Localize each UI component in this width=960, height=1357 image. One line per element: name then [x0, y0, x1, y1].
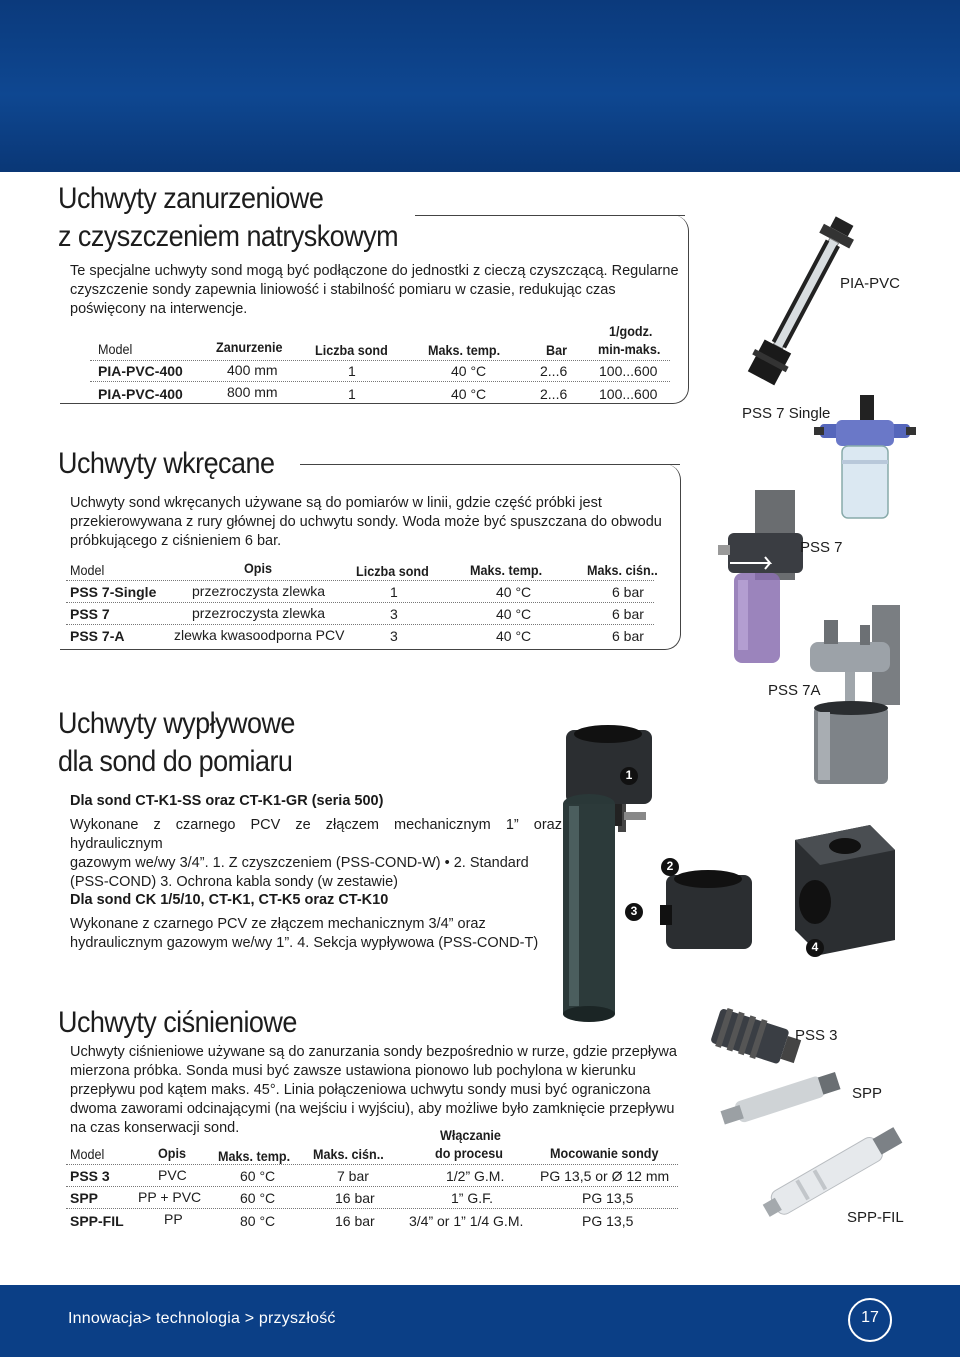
section3-description1: Wykonane z czarnego PCV ze złączem mechanicznym 1” oraz hydraulicznym gazowym we/wy 3/4”. 1. Z czyszczeniem (PSS-COND-W) • 2. Standard (PSS-COND) 3. Ochrona kabla sondy (w zestawie): [70, 817, 562, 890]
section1-title-line2: z czyszczeniem natryskowym: [58, 220, 399, 253]
marker-1: 1: [620, 767, 638, 785]
section2-description: Uchwyty sond wkręcanych używane są do pomiarów w linii, gdzie część próbki jest przekierowywana z rury głównej do uchwytu sondy. Woda może być spuszczana do obwodu próbkującego z ciśnieniem 6 bar.: [70, 495, 662, 549]
label-pia-pvc: PIA-PVC: [840, 275, 901, 292]
probe-tube-image: [555, 790, 625, 1025]
page-number-badge: [848, 1298, 892, 1342]
s4-header-wlaczanie: Włączanie: [440, 1127, 501, 1143]
section3-title-line1: Uchwyty wypływowe: [58, 707, 295, 740]
s2-header-liczba: Liczba sond: [356, 563, 429, 579]
s1-row-divider: [90, 381, 670, 382]
section1-title-line1: Uchwyty zanurzeniowe: [58, 182, 324, 215]
s4-header-mocowanie: Mocowanie sondy: [550, 1145, 659, 1161]
footer-tagline: Innowacja> technologia > przyszłość: [68, 1310, 336, 1327]
s2-header-opis: Opis: [244, 560, 273, 576]
s4-header-opis: Opis: [158, 1145, 187, 1161]
section1-description: Te specjalne uchwyty sond mogą być podłączone do jednostki z cieczą czyszczącą. Regularne czyszczenie sondy zapewnia liniowość i stabilność pomiaru w czasie, redukując czas poświęcony na interwencje.: [70, 263, 679, 317]
marker-2: 2: [661, 858, 679, 876]
s4-header-divider: [66, 1164, 678, 1165]
label-spp-fil: SPP-FIL: [847, 1209, 904, 1226]
section3-subtitle1: Dla sond CT-K1-SS oraz CT-K1-GR (seria 500): [70, 793, 384, 809]
pia-pvc-image: [705, 205, 900, 405]
section3-subtitle2: Dla sond CK 1/5/10, CT-K1, CT-K5 oraz CT-K10: [70, 892, 389, 908]
s2-header-model: Model: [70, 562, 105, 578]
s2-header-divider: [66, 580, 654, 581]
section3-description2: Wykonane z czarnego PCV ze złączem mechanicznym 3/4” oraz hydraulicznym gazowym we/wy 1”. 4. Sekcja wypływowa (PSS-COND-T): [70, 916, 539, 951]
s2-row-divider: [66, 602, 654, 603]
s4-header-model: Model: [70, 1146, 105, 1162]
s1-header-godz: 1/godz.: [609, 323, 653, 339]
label-pss7a: PSS 7A: [768, 682, 821, 699]
label-pss3: PSS 3: [795, 1027, 838, 1044]
s4-row-divider: [66, 1186, 678, 1187]
section2-frame: [60, 464, 681, 650]
marker-3: 3: [625, 903, 643, 921]
s1-header-zanurzenie: Zanurzenie: [216, 339, 283, 355]
marker-4: 4: [806, 939, 824, 957]
page-number: 17: [861, 1309, 879, 1326]
s1-header-godz2: min-maks.: [598, 341, 661, 357]
section3-title-line2: dla sond do pomiaru: [58, 745, 293, 778]
s1-header-liczba: Liczba sond: [315, 342, 388, 358]
flow-section-4-image: [775, 820, 900, 960]
label-pss7-single: PSS 7 Single: [742, 405, 831, 422]
s1-header-model: Model: [98, 341, 133, 357]
s1-header-bar: Bar: [546, 342, 568, 358]
s4-header-wlaczanie2: do procesu: [435, 1145, 503, 1161]
section4-title: Uchwyty ciśnieniowe: [58, 1006, 297, 1039]
s2-header-cisn: Maks. ciśn..: [587, 562, 658, 578]
section2-title: Uchwyty wkręcane: [58, 447, 275, 480]
section4-description: Uchwyty ciśnieniowe używane są do zanurzania sondy bezpośrednio w rurze, gdzie przepływa mierzona próbka. Sonda musi być zawsze ustawiona pionowo lub pochylona w kierunku przepływu pod kątem maks. 45°. Linia połączeniowa uchwytu sondy musi być ograniczona dwoma zaworami odcinającymi (na wejściu i wyjściu), aby możliwe było zamknięcie przepływu na czas konserwacji sond.: [70, 1044, 677, 1136]
s4-header-cisn: Maks. ciśn..: [313, 1146, 384, 1162]
s1-header-divider: [90, 360, 670, 361]
s4-row-divider: [66, 1208, 678, 1209]
label-pss7: PSS 7: [800, 539, 843, 556]
s2-row-divider: [66, 624, 654, 625]
s1-header-temp: Maks. temp.: [428, 342, 501, 358]
s2-header-temp: Maks. temp.: [470, 562, 543, 578]
s4-header-temp: Maks. temp.: [218, 1148, 291, 1164]
pss7-single-image: [812, 390, 917, 530]
header-band: [0, 0, 960, 172]
label-spp: SPP: [852, 1085, 883, 1102]
